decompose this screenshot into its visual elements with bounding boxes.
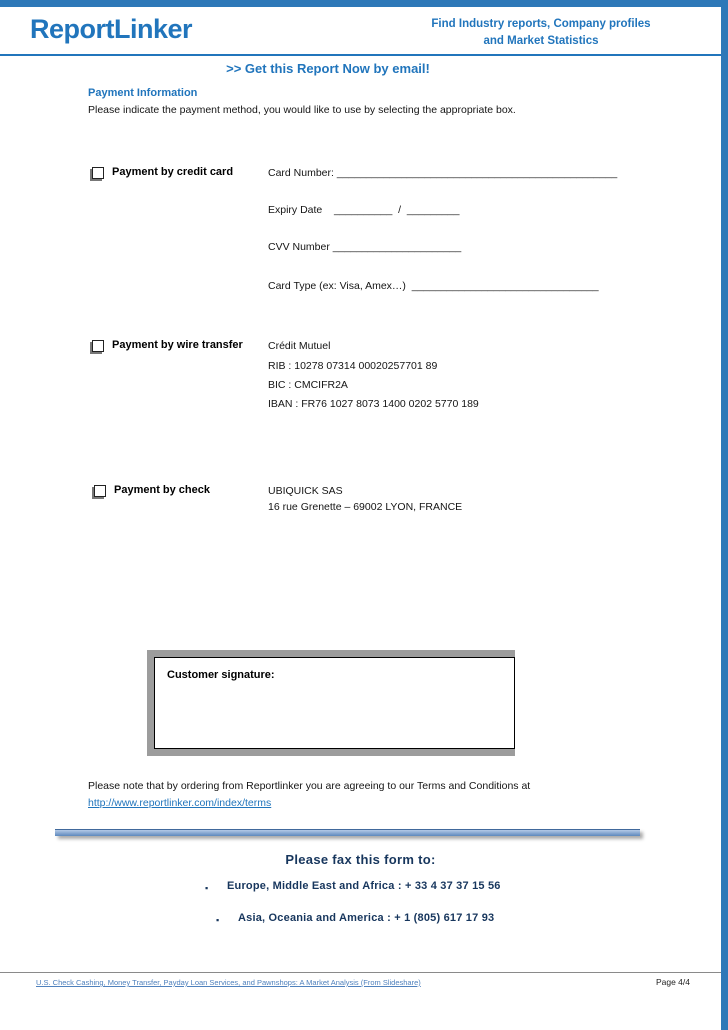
check-checkbox[interactable] bbox=[94, 485, 106, 497]
wire-rib: RIB : 10278 07314 00020257701 89 bbox=[268, 360, 438, 372]
check-address: 16 rue Grenette – 69002 LYON, FRANCE bbox=[268, 501, 463, 513]
payment-information-title: Payment Information bbox=[88, 87, 198, 99]
signature-box bbox=[154, 657, 515, 749]
expiry-date-line: Expiry Date __________ / _________ bbox=[268, 204, 460, 216]
wire-bic: BIC : CMCIFR2A bbox=[268, 379, 348, 391]
bullet-icon: ▪ bbox=[216, 915, 220, 925]
get-report-cta[interactable]: >> Get this Report Now by email! bbox=[226, 61, 430, 76]
check-label: Payment by check bbox=[114, 484, 210, 496]
page-right-border bbox=[721, 0, 728, 1030]
section-divider bbox=[55, 829, 640, 836]
fax-number-asia-america: Asia, Oceania and America : + 1 (805) 617 17 93 bbox=[238, 912, 495, 924]
wire-transfer-label: Payment by wire transfer bbox=[112, 339, 243, 351]
check-payee: UBIQUICK SAS bbox=[268, 485, 343, 497]
signature-label: Customer signature: bbox=[167, 669, 275, 681]
footer-rule bbox=[0, 972, 721, 973]
page-top-border bbox=[0, 0, 728, 7]
footer-report-link[interactable]: U.S. Check Cashing, Money Transfer, Payday Loan Services, and Pawnshops: A Market Analysis (From Slideshare) bbox=[36, 978, 421, 987]
wire-iban: IBAN : FR76 1027 8073 1400 0202 5770 189 bbox=[268, 398, 479, 410]
bullet-icon: ▪ bbox=[205, 883, 209, 893]
terms-text: Please note that by ordering from Reportlinker you are agreeing to our Terms and Conditions at bbox=[88, 780, 531, 792]
wire-bank-name: Crédit Mutuel bbox=[268, 340, 331, 352]
header-tagline-line1: Find Industry reports, Company profiles bbox=[431, 18, 651, 30]
header-rule bbox=[0, 54, 721, 56]
card-number-line: Card Number: ________________________________________________ bbox=[268, 167, 618, 179]
credit-card-checkbox[interactable] bbox=[92, 167, 104, 179]
signature-box-shadow bbox=[147, 650, 515, 756]
footer-page-number: Page 4/4 bbox=[655, 977, 690, 987]
card-type-line: Card Type (ex: Visa, Amex…) ________________________________ bbox=[268, 280, 599, 292]
terms-link[interactable]: http://www.reportlinker.com/index/terms bbox=[88, 797, 272, 809]
credit-card-label: Payment by credit card bbox=[112, 166, 234, 178]
header-tagline bbox=[388, 16, 694, 51]
header-tagline-line2: and Market Statistics bbox=[483, 35, 599, 48]
cvv-number-line: CVV Number ______________________ bbox=[268, 241, 462, 253]
fax-title: Please fax this form to: bbox=[285, 852, 436, 867]
fax-number-europe: Europe, Middle East and Africa : + 33 4 37 37 15 56 bbox=[227, 880, 501, 892]
payment-information-subtitle: Please indicate the payment method, you would like to use by selecting the appropriate box. bbox=[88, 104, 516, 116]
wire-transfer-checkbox[interactable] bbox=[92, 340, 104, 352]
logo: ReportLinker bbox=[30, 14, 193, 44]
